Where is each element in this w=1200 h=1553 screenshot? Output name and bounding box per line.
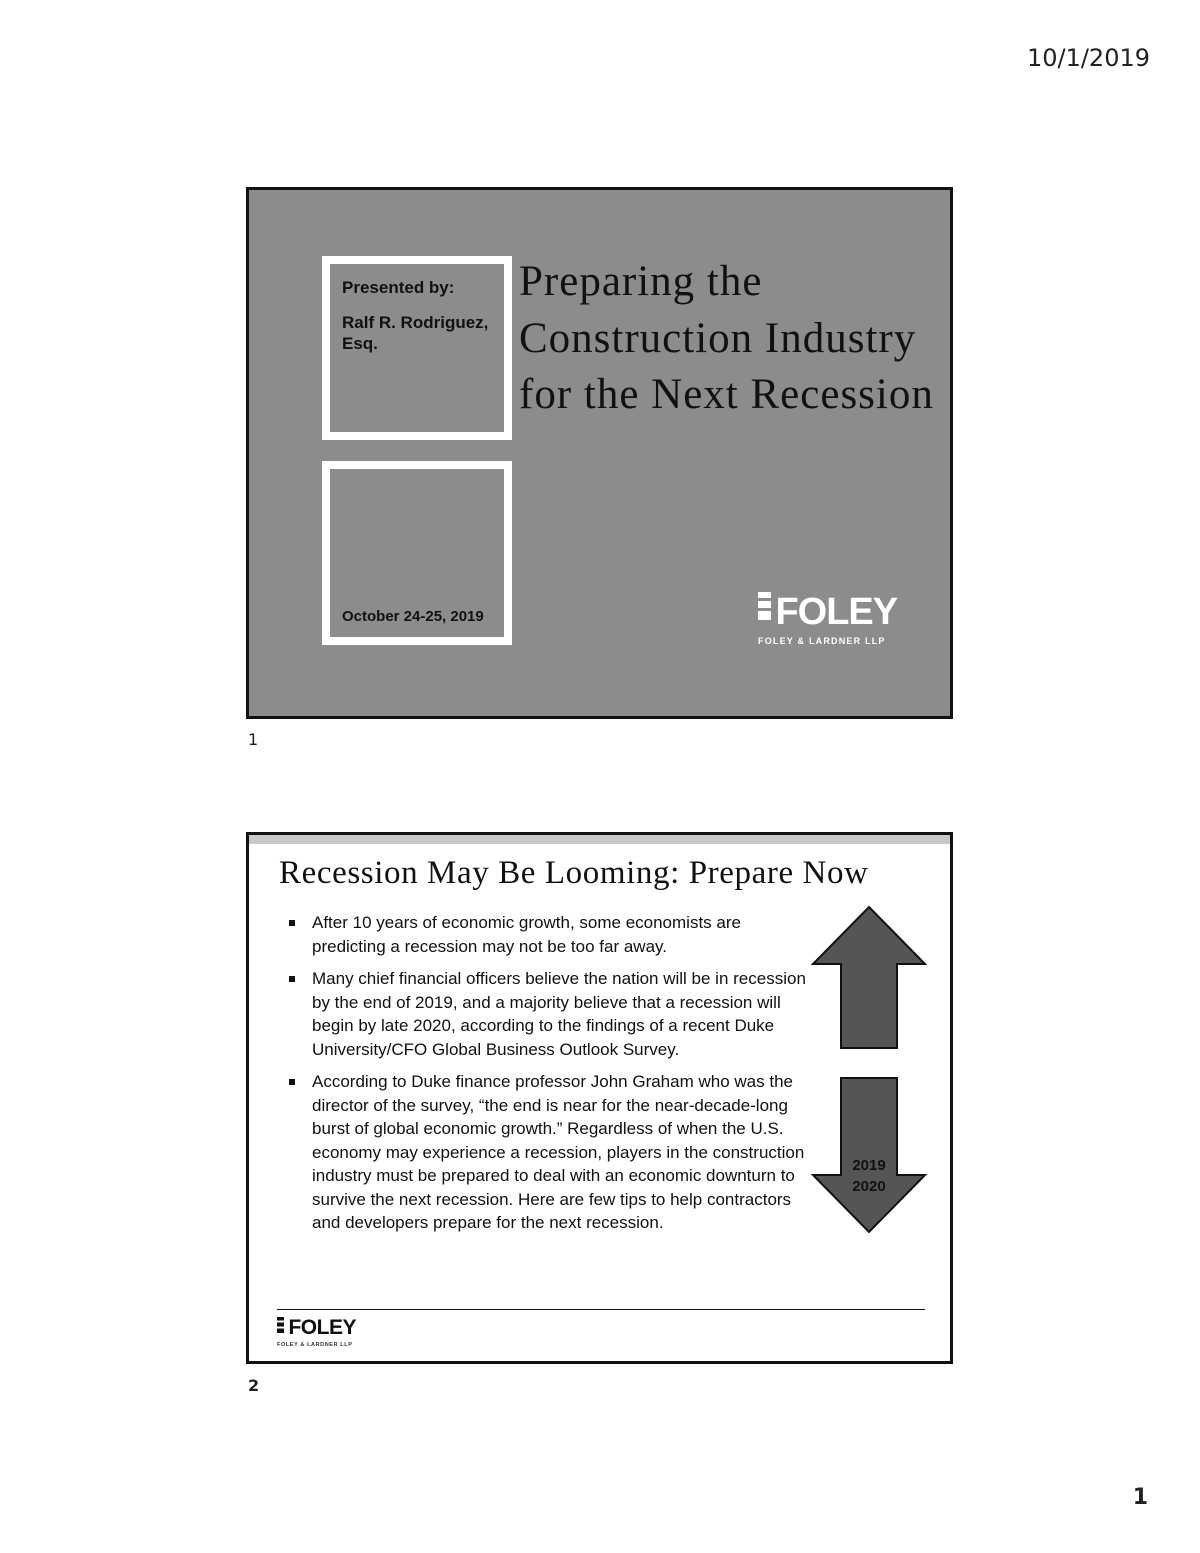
- bullet-text: Many chief financial officers believe the nation will be in recession by the end of 2019, and a majority believe that a recession will begin by late 2020, according to the findings of a recent Duke University/CFO Global Business Outlook Survey.: [312, 969, 806, 1059]
- bullet-icon: [289, 1079, 295, 1085]
- slide-top-bar: [249, 835, 950, 844]
- bullet-icon: [289, 920, 295, 926]
- foley-logo-subtitle: FOLEY & LARDNER LLP: [277, 1342, 353, 1348]
- content-slide: [246, 832, 953, 1364]
- bullet-text: After 10 years of economic growth, some economists are predicting a recession may not be too far away.: [312, 913, 741, 956]
- list-item: [287, 911, 807, 958]
- title-slide: [246, 187, 953, 719]
- slide-2-title: Recession May Be Looming: Prepare Now: [279, 855, 869, 891]
- bullet-list: [287, 911, 807, 1235]
- event-date: October 24-25, 2019: [342, 608, 484, 625]
- arrow-year-2019: 2019: [852, 1157, 886, 1174]
- slide-number-2: 2: [248, 1376, 260, 1395]
- foley-logo-mark-icon: [277, 1317, 284, 1333]
- page-date: 10/1/2019: [1026, 44, 1150, 72]
- foley-logo: [277, 1317, 356, 1348]
- arrow-year-2020: 2020: [852, 1178, 886, 1195]
- bullet-text: According to Duke finance professor John Graham who was the director of the survey, “the end is near for the near-decade-long burst of global economic growth.” Regardless of when the U.S. economy may experience a recession, players in the construction industry must be prepared to deal with an economic downturn to survive the next recession. Here are few tips to help contractors and developers prepare for the next recession.: [312, 1072, 805, 1232]
- slide-1-title: Preparing the Construction Industry for the Next Recession: [519, 258, 934, 418]
- presented-by-label: Presented by:: [342, 278, 455, 297]
- presenter-box: [322, 256, 512, 440]
- foley-logo-wordmark: FOLEY: [288, 1316, 356, 1339]
- foley-logo: [758, 592, 898, 646]
- foley-logo-wordmark: FOLEY: [775, 591, 898, 633]
- foley-logo-subtitle: FOLEY & LARDNER LLP: [758, 636, 886, 646]
- list-item: [287, 967, 807, 1061]
- trend-arrows: [809, 905, 929, 1240]
- list-item: [287, 1070, 807, 1235]
- event-date-box: [322, 461, 512, 645]
- foley-logo-mark-icon: [758, 592, 771, 620]
- page-number: 1: [1132, 1485, 1148, 1510]
- footer-divider: [277, 1309, 925, 1310]
- slide-number-1: 1: [248, 730, 259, 749]
- bullet-icon: [289, 976, 295, 982]
- presenter-name: Ralf R. Rodriguez, Esq.: [342, 313, 489, 353]
